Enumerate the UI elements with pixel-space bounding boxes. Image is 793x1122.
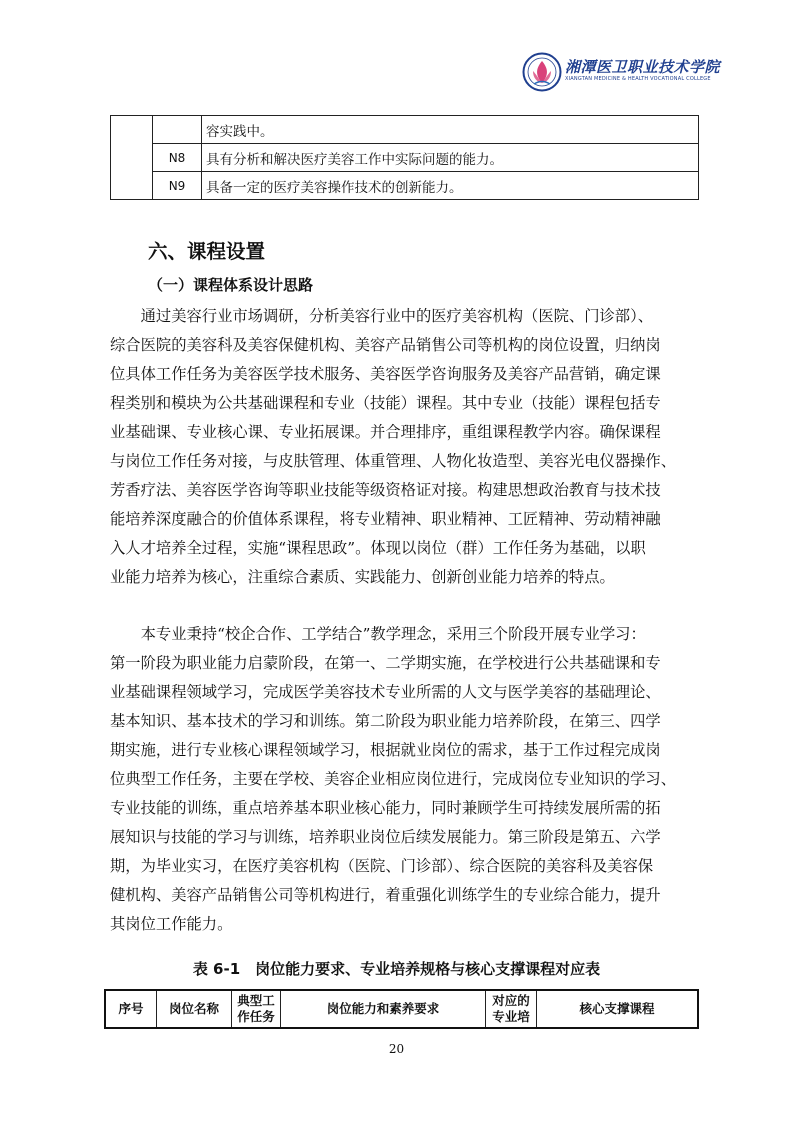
row-text: 具备一定的医疗美容操作技术的创新能力。 — [202, 172, 699, 200]
section-heading: 六、课程设置 — [148, 240, 266, 263]
column-header: 核心支撑课程 — [537, 990, 699, 1028]
school-name-cn: 湘潭医卫职业技术学院 — [565, 58, 721, 76]
paragraph-line: 业基础课、专业核心课、专业拓展课。并合理排序，重组课程教学内容。确保课程 — [110, 423, 661, 441]
column-header: 典型工作任务 — [232, 990, 281, 1028]
paragraph-learning-stages — [110, 620, 699, 939]
column-header: 对应的专业培 — [486, 990, 537, 1028]
paragraph-line: 业能力培养为核心，注重综合素质、实践能力、创新创业能力培养的特点。 — [110, 568, 615, 586]
paragraph-line: 第一阶段为职业能力启蒙阶段，在第一、二学期实施，在学校进行公共基础课和专 — [110, 654, 661, 672]
column-header: 岗位名称 — [157, 990, 232, 1028]
section-subheading: （一）课程体系设计思路 — [148, 276, 314, 294]
paragraph-line: 本专业秉持“校企合作、工学结合”教学理念，采用三个阶段开展专业学习： — [140, 625, 646, 643]
school-logo — [522, 52, 721, 92]
row-text: 具有分析和解决医疗美容工作中实际问题的能力。 — [202, 144, 699, 172]
column-header: 岗位能力和素养要求 — [281, 990, 486, 1028]
paragraph-line: 基本知识、基本技术的学习和训练。第二阶段为职业能力培养阶段，在第三、四学 — [110, 712, 661, 730]
paragraph-line: 通过美容行业市场调研，分析美容行业中的医疗美容机构（医院、门诊部）、 — [140, 307, 654, 325]
paragraph-line: 入人才培养全过程，实施“课程思政”。体现以岗位（群）工作任务为基础，以职 — [110, 539, 646, 557]
paragraph-line: 期实施，进行专业核心课程领域学习，根据就业岗位的需求，基于工作过程完成岗 — [110, 741, 661, 759]
paragraph-line: 能培养深度融合的价值体系课程，将专业精神、职业精神、工匠精神、劳动精神融 — [110, 510, 661, 528]
table-header-row — [105, 990, 698, 1028]
correspondence-table — [104, 989, 699, 1029]
table-caption: 表 6-1 岗位能力要求、专业培养规格与核心支撑课程对应表 — [192, 960, 601, 978]
paragraph-line: 位具体工作任务为美容医学技术服务、美容医学咨询服务及美容产品营销，确定课 — [110, 365, 661, 383]
table-row — [111, 172, 699, 200]
paragraph-line: 期，为毕业实习，在医疗美容机构（医院、门诊部）、综合医院的美容科及美容保 — [110, 857, 654, 875]
row-code: N9 — [153, 172, 202, 200]
row-text: 容实践中。 — [202, 116, 699, 144]
ability-table-continued — [110, 115, 699, 200]
paragraph-line: 综合医院的美容科及美容保健机构、美容产品销售公司等机构的岗位设置，归纳岗 — [110, 336, 661, 354]
paragraph-line: 程类别和模块为公共基础课程和专业（技能）课程。其中专业（技能）课程包括专 — [110, 394, 661, 412]
paragraph-line: 专业技能的训练，重点培养基本职业核心能力，同时兼顾学生可持续发展所需的拓 — [110, 799, 661, 817]
row-code: N8 — [153, 144, 202, 172]
table-row — [111, 144, 699, 172]
column-header: 序号 — [105, 990, 157, 1028]
school-name-en: XIANGTAN MEDICINE & HEALTH VOCATIONAL COLLEGE — [565, 76, 711, 82]
row-code — [153, 116, 202, 144]
paragraph-curriculum-design — [110, 302, 699, 592]
table-row — [111, 116, 699, 144]
paragraph-line: 展知识与技能的学习与训练，培养职业岗位后续发展能力。第三阶段是第五、六学 — [110, 828, 661, 846]
paragraph-line: 与岗位工作任务对接，与皮肤管理、体重管理、人物化妆造型、美容光电仪器操作、 — [110, 452, 676, 470]
school-emblem-icon — [522, 52, 562, 92]
paragraph-line: 芳香疗法、美容医学咨询等职业技能等级资格证对接。构建思想政治教育与技术技 — [110, 481, 661, 499]
paragraph-line: 位典型工作任务，主要在学校、美容企业相应岗位进行，完成岗位专业知识的学习、 — [110, 770, 676, 788]
paragraph-line: 业基础课程领域学习，完成医学美容技术专业所需的人文与医学美容的基础理论、 — [110, 683, 661, 701]
paragraph-line: 健机构、美容产品销售公司等机构进行，着重强化训练学生的专业综合能力，提升 — [110, 886, 661, 904]
paragraph-line: 其岗位工作能力。 — [110, 915, 233, 933]
page-number: 20 — [388, 1042, 405, 1056]
table-cell-blank — [111, 116, 153, 200]
